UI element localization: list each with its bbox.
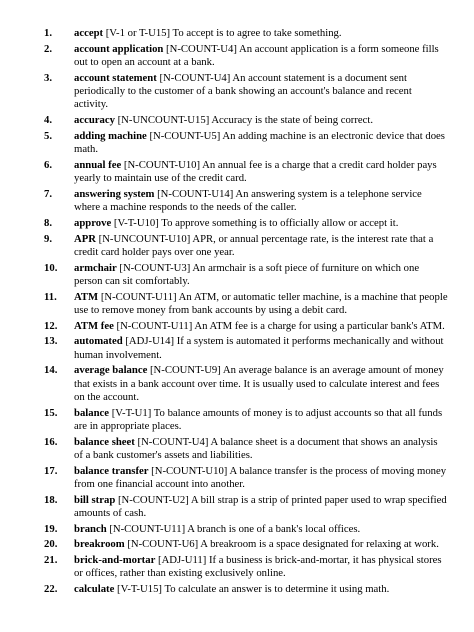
entry-term: calculate [74,583,115,596]
entry-definition: [V-T-U15] To calculate an answer is to determine it using math. [117,583,390,596]
glossary-entry [44,436,448,462]
entry-definition: [N-COUNT-U5] An adding machine is an electronic device that does math. [74,129,445,155]
entry-definition: [N-UNCOUNT-U10] APR, or annual percentage rate, is the interest rate that a credit card holder pays over one year. [74,232,434,258]
entry-number: 3. [44,71,53,84]
glossary-entry [44,583,448,596]
entry-number: 14. [44,364,58,377]
entry-number: 20. [44,538,58,551]
entry-number: 10. [44,261,58,274]
entry-body [74,114,448,127]
glossary-entry [44,465,448,491]
entry-term: ATM fee [74,319,114,332]
entry-term: approve [74,216,112,229]
glossary-entry [44,554,448,580]
entry-definition: [V-1 or T-U15] To accept is to agree to take something. [105,27,342,39]
entry-number: 22. [44,583,58,596]
glossary-entry [44,407,448,433]
entry-body [74,320,448,333]
glossary-entry [44,114,448,127]
entry-number: 19. [44,522,58,535]
entry-term: balance transfer [74,464,149,477]
entry-definition: [N-COUNT-U11] An ATM, or automatic teller machine, is a machine that people use to remove money from bank accounts by using a debit card. [74,290,448,316]
entry-body [74,364,448,404]
entry-number: 8. [44,216,53,229]
entry-number: 4. [44,114,53,126]
entry-body [74,407,448,433]
entry-number: 5. [44,129,53,142]
entry-term: APR [74,232,96,245]
entry-number: 16. [44,435,58,448]
entry-number: 18. [44,493,58,506]
entry-definition: [ADJ-U14] If a system is automated it performs mechanically and without human involvement. [74,335,444,361]
entry-number: 6. [44,158,53,171]
entry-definition: [V-T-U10] To approve something is to officially allow or accept it. [113,216,399,229]
entry-body [74,262,448,288]
entry-number: 9. [44,232,53,245]
entry-number: 7. [44,187,53,200]
entry-definition: [N-COUNT-U6] A breakroom is a space designated for relaxing at work. [127,538,439,551]
entry-body [74,159,448,185]
glossary-entry [44,27,448,40]
glossary-entry [44,43,448,69]
entry-definition: [N-COUNT-U10] A balance transfer is the process of moving money from one financial account into another. [74,464,447,490]
entry-number: 17. [44,464,58,477]
entry-term: accept [74,27,104,39]
glossary-entry [44,523,448,536]
entry-body [74,291,448,317]
glossary-entry [44,320,448,333]
entry-body [74,436,448,462]
entry-definition: [N-COUNT-U11] An ATM fee is a charge for using a particular bank's ATM. [116,319,445,332]
entry-number: 15. [44,406,58,419]
entry-body [74,538,448,551]
entry-definition: [N-COUNT-U4] An account application is a form someone fills out to open an account at a bank. [74,42,439,68]
glossary-entry [44,233,448,259]
entry-definition: [N-COUNT-U4] A balance sheet is a document that shows an analysis of a bank customer's assets and liabilities. [74,435,438,461]
glossary-entry [44,335,448,361]
entry-term: balance [74,406,110,419]
glossary-entry [44,291,448,317]
entry-definition: [N-COUNT-U2] A bill strap is a strip of printed paper used to wrap specified amounts of cash. [74,493,447,519]
glossary-entry [44,494,448,520]
entry-definition: [N-UNCOUNT-U15] Accuracy is the state of being correct. [117,114,374,126]
entry-number: 11. [44,290,57,303]
entry-body [74,494,448,520]
glossary-entry [44,217,448,230]
entry-body [74,523,448,536]
entry-term: branch [74,522,107,535]
entry-body [74,188,448,214]
entry-number: 2. [44,42,53,55]
entry-term: balance sheet [74,435,135,448]
entry-term: average balance [74,364,148,377]
entry-body [74,554,448,580]
entry-term: breakroom [74,538,125,551]
glossary-entry [44,538,448,551]
entry-body [74,465,448,491]
entry-term: armchair [74,261,117,274]
entry-term: ATM [74,290,99,303]
entry-term: annual fee [74,158,122,171]
entry-definition: [N-COUNT-U10] An annual fee is a charge that a credit card holder pays yearly to maintain use of the credit card. [74,158,437,184]
entry-definition: [N-COUNT-U4] An account statement is a document sent periodically to the customer of a bank showing an account's balance and recent activity. [74,71,412,111]
entry-term: automated [74,335,123,348]
entry-definition: [N-COUNT-U3] An armchair is a soft piece of furniture on which one person can sit comfortably. [74,261,420,287]
entry-term: account application [74,42,164,55]
entry-number: 13. [44,335,58,348]
entry-term: bill strap [74,493,116,506]
glossary-entry [44,364,448,404]
entry-term: brick-and-mortar [74,554,156,567]
entry-definition: [ADJ-U11] If a business is brick-and-mortar, it has physical stores or offices, rather than existing exclusively online. [74,554,442,580]
entry-definition: [N-COUNT-U9] An average balance is an average amount of money that exists in a bank account over time. It is usually used to calculate interest and fees on the account. [74,364,444,403]
entry-body [74,43,448,69]
entry-term: account statement [74,71,157,84]
entry-term: accuracy [74,114,115,126]
entry-number: 21. [44,554,58,567]
entry-definition: [N-COUNT-U11] A branch is one of a bank's local offices. [109,522,361,535]
entry-body [74,233,448,259]
glossary-entry [44,159,448,185]
entry-term: adding machine [74,129,147,142]
glossary-entry [44,72,448,112]
entry-number: 1. [44,27,53,39]
entry-number: 12. [44,319,58,332]
entry-definition: [V-T-U1] To balance amounts of money is to adjust accounts so that all funds are in appropriate places. [74,406,443,432]
glossary-entry [44,262,448,288]
entry-body [74,27,448,40]
entry-term: answering system [74,187,155,200]
entry-body [74,583,448,596]
entry-body [74,217,448,230]
glossary-entry [44,130,448,156]
entry-body [74,130,448,156]
entry-body [74,72,448,112]
glossary-entry [44,188,448,214]
entry-body [74,335,448,361]
entry-definition: [N-COUNT-U14] An answering system is a telephone service where a machine responds to the needs of the caller. [74,187,422,213]
